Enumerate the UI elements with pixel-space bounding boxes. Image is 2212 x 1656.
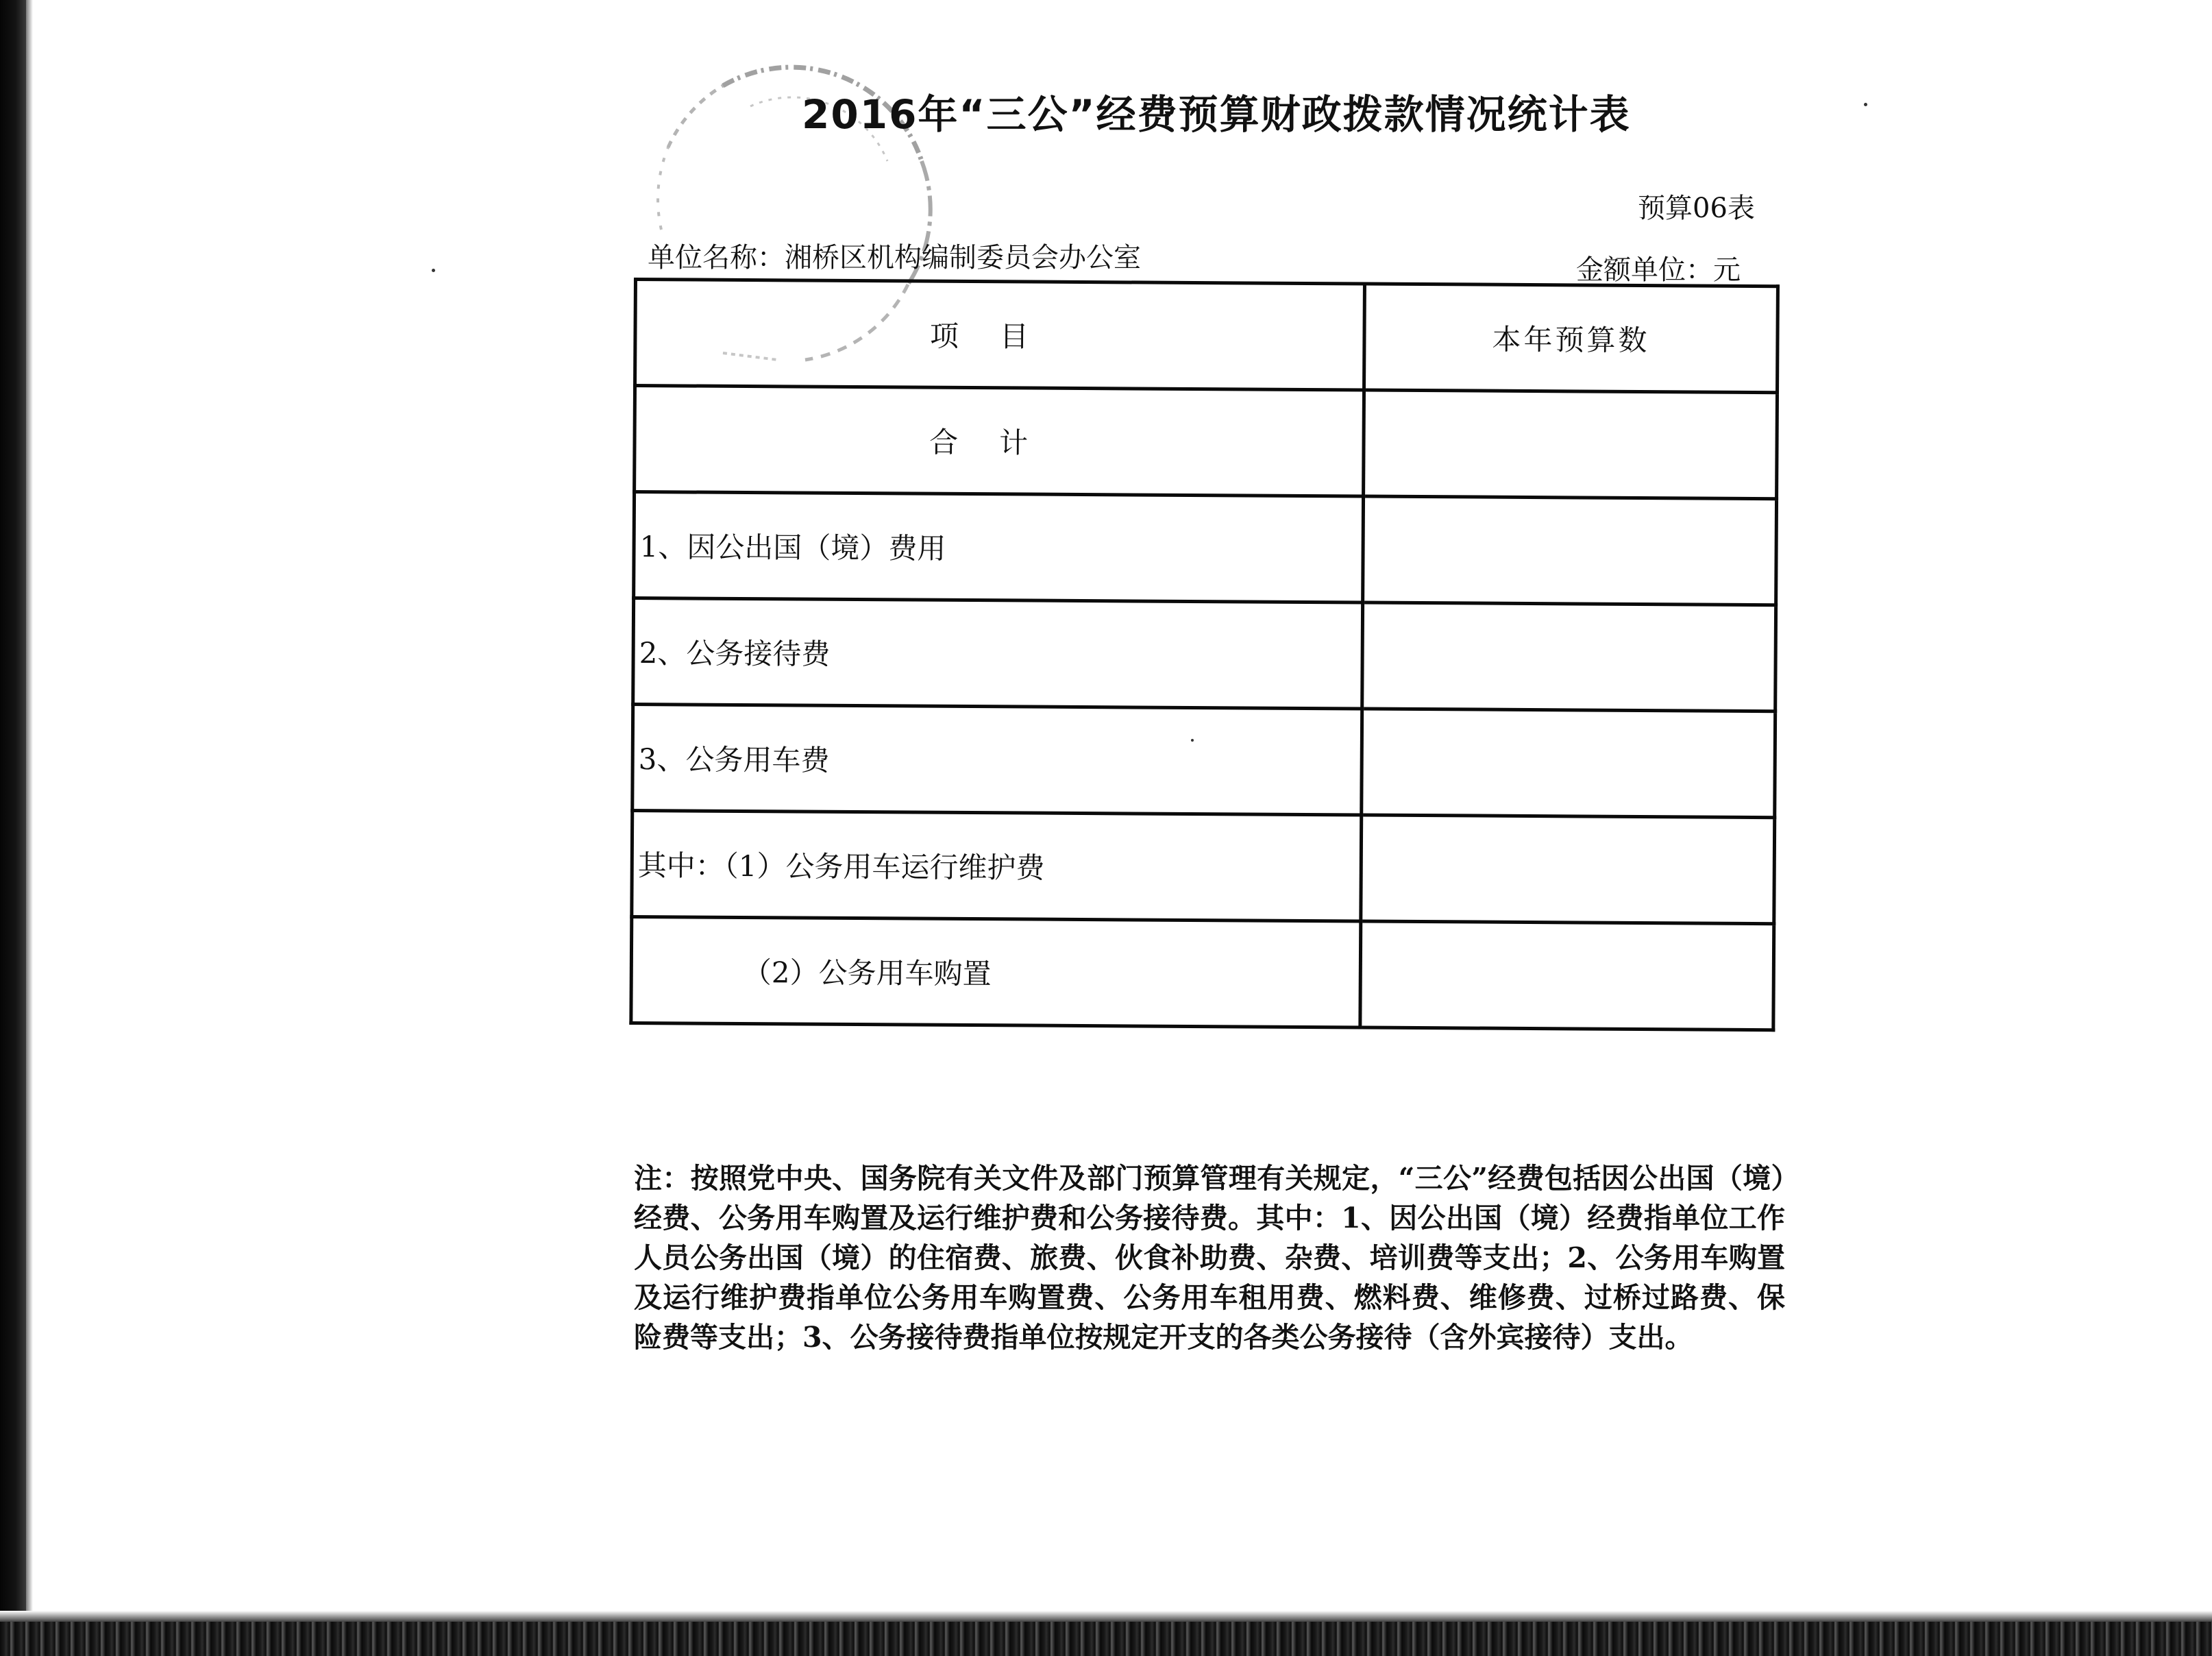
row-item-overseas: 1、因公出国（境）费用 <box>634 492 1364 602</box>
table-row <box>632 811 1775 924</box>
row-amount-vehicle-maintenance <box>1361 815 1775 924</box>
document-title: 2016年“三公”经费预算财政拨款情况统计表 <box>802 91 1631 138</box>
table-header-row <box>635 280 1778 393</box>
header-amount: 本年预算数 <box>1364 284 1778 393</box>
budget-table <box>629 278 1780 1032</box>
table-row <box>633 598 1776 711</box>
row-item-total: 合计 <box>635 386 1364 496</box>
row-amount-vehicle <box>1362 709 1775 818</box>
table-row <box>632 705 1775 818</box>
row-item-vehicle-maintenance: 其中：（1）公务用车运行维护费 <box>632 811 1362 921</box>
unit-name: 单位名称：湘桥区机构编制委员会办公室 <box>648 242 1141 273</box>
row-item-vehicle-purchase: （2）公务用车购置 <box>631 916 1361 1027</box>
row-amount-total <box>1364 390 1778 499</box>
header-item: 项目 <box>635 280 1365 390</box>
table-number: 预算06表 <box>1638 193 1755 224</box>
table-row <box>634 492 1777 605</box>
table-row <box>631 916 1774 1030</box>
scan-speck <box>432 269 435 272</box>
amount-unit: 金额单位：元 <box>1576 254 1741 286</box>
row-amount-reception <box>1362 602 1776 711</box>
row-amount-vehicle-purchase <box>1360 921 1774 1030</box>
footnote: 注：按照党中央、国务院有关文件及部门预算管理有关规定，“三公”经费包括因公出国（境）经费、公务用车购置及运行维护费和公务接待费。其中：1、因公出国（境）经费指单位工作人员公务出国（境）的住宿费、旅费、伙食补助费、杂费、培训费等支出；2、公务用车购置及运行维护费指单位公务用车购置费、公务用车租用费、燃料费、维修费、过桥过路费、保险费等支出；3、公务接待费指单位按规定开支的各类公务接待（含外宾接待）支出。 <box>634 1162 1785 1354</box>
row-item-vehicle: 3、公务用车费 <box>632 705 1362 815</box>
row-amount-overseas <box>1363 496 1777 605</box>
table-row <box>635 386 1778 499</box>
scan-left-edge-fade <box>26 0 33 1656</box>
scan-left-edge <box>0 0 26 1656</box>
row-item-reception: 2、公务接待费 <box>633 598 1363 709</box>
scan-speck <box>1864 103 1867 106</box>
scan-bottom-edge <box>0 1622 2212 1656</box>
